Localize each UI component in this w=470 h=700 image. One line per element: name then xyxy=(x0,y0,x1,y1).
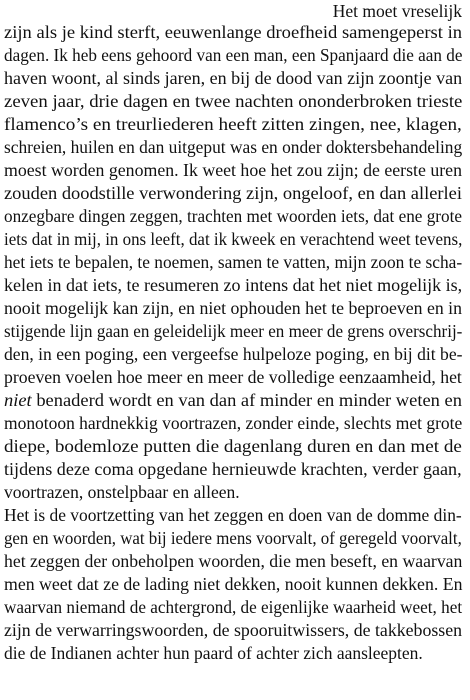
text-line: kelen in dat iets, te resumeren zo intens dat het niet mogelijk is, xyxy=(4,275,463,295)
book-page xyxy=(4,0,466,700)
text-line: zouden doodstille verwondering zijn, ongeloof, en dan allerlei xyxy=(4,183,462,203)
text-line: moest worden genomen. Ik weet hoe het zou zijn; de eerste uren xyxy=(4,160,462,180)
text-line: schreien, huilen en dan uitgeput was en onder doktersbehandeling xyxy=(4,137,463,157)
text-line: monotoon hardnekkig voortrazen, zonder einde, slechts met grote xyxy=(4,413,463,433)
text-line: het zeggen der onbeholpen woorden, die men beseft, en waarvan xyxy=(4,551,463,571)
text-line: Het is de voortzetting van het zeggen en doen van de domme din- xyxy=(4,505,462,525)
text-line: onzegbare dingen zeggen, trachten met woorden iets, dat ene grote xyxy=(4,206,462,226)
text-line: flamenco’s en treurliederen heeft zitten zingen, nee, klagen, xyxy=(4,114,462,134)
text-line: men weet dat ze de lading niet dekken, nooit kunnen dekken. En xyxy=(4,574,463,594)
text-line: tijdens deze coma opgedane hernieuwde krachten, verder gaan, xyxy=(4,459,462,479)
text-line: zijn als je kind sterft, eeuwenlange droefheid samengeperst in xyxy=(4,22,462,42)
text-line: nooit mogelijk kan zijn, en niet ophouden het te beproeven en in xyxy=(4,298,462,318)
text-line-rest: benaderd wordt en van dan af minder en minder weten en xyxy=(31,390,462,410)
text-line: het iets te bepalen, te noemen, samen te vatten, mijn zoon te scha- xyxy=(4,252,463,272)
text-line: dagen. Ik heb eens gehoord van een man, een Spanjaard die aan de xyxy=(4,45,463,65)
text-line xyxy=(4,389,462,411)
text-line: iets dat in mij, in ons leeft, dat ik kweek en verachtend weet tevens, xyxy=(4,229,463,249)
text-line: diepe, bodemloze putten die dagenlang duren en dan met de xyxy=(4,436,462,456)
text-line: haven woont, al sinds jaren, en bij de dood van zijn zoontje van xyxy=(4,68,463,88)
text-line: zeven jaar, drie dagen en twee nachten ononderbroken trieste xyxy=(4,91,463,111)
text-line: voortrazen, onstelpbaar en alleen. xyxy=(4,482,240,502)
italic-word: niet xyxy=(4,390,32,410)
text-line: gen en woorden, wat bij iedere mens voorvalt, of geregeld voorvalt, xyxy=(4,528,462,548)
text-line: die de Indianen achter hun paard of achter zich aansleepten. xyxy=(4,643,423,663)
text-line: proeven voelen hoe meer en meer de volledige eenzaamheid, het xyxy=(4,367,462,387)
text-line: waarvan niemand de achtergrond, de eigenlijke waarheid weet, het xyxy=(4,597,463,617)
text-line: zijn de verwarringswoorden, de spooruitwissers, de takkebossen xyxy=(4,620,463,640)
text-line: stijgende lijn gaan en geleidelijk meer en meer de grens overschrij- xyxy=(4,321,463,341)
text-line: Het moet vreselijk xyxy=(332,1,462,21)
text-line: den, in een poging, een vergeefse hulpeloze poging, en bij dit be- xyxy=(4,344,463,364)
